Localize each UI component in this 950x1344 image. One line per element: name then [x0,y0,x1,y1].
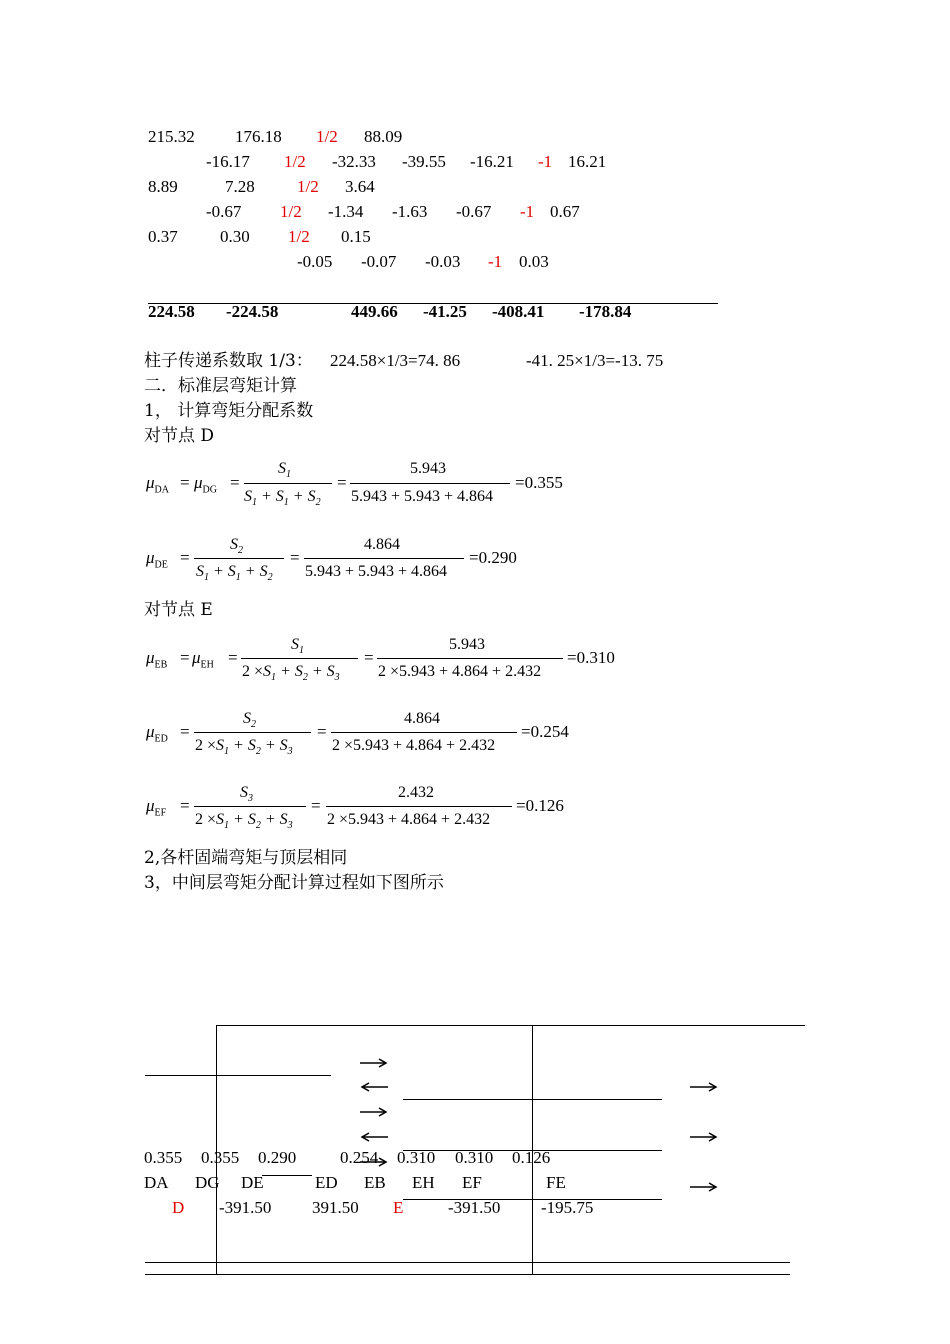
fixed-end-moment: -391.50 [219,1198,272,1217]
table-cell: -1 [488,252,503,271]
table-cell: -39.55 [402,152,446,171]
fraction-bar [194,806,306,807]
table-cell: -16.17 [206,152,250,171]
table-cell: 88.09 [364,127,403,146]
step-heading: 1， 计算弯矩分配系数 [144,401,314,421]
equals-sign: = [337,473,347,492]
node-e-label: E [393,1198,404,1217]
fraction-denominator: 5.943 + 5.943 + 4.864 [351,488,494,505]
member-label: DE [241,1173,264,1192]
equals-sign: = [317,722,327,741]
result-value: =0.355 [515,473,563,492]
table-cell: 8.89 [148,177,178,196]
table-cell: 1/2 [280,202,302,221]
factor-value: 0.310 [455,1148,494,1167]
table-cell: -0.67 [456,202,492,221]
result-value: =0.126 [516,796,564,815]
table-cell: 1/2 [297,177,319,196]
fraction-denominator: 2 ×5.943 + 4.864 + 2.432 [332,737,496,754]
calc-one: 224.58×1/3=74. 86 [330,351,461,370]
mu-symbol: $\mu_{ED}$ [146,722,168,745]
equals-sign: = [311,796,321,815]
equals-sign: = [180,548,190,567]
table-cell: -1.63 [392,202,428,221]
table-cell: 0.03 [519,252,549,271]
fraction-bar [326,806,512,807]
table-cell: 7.28 [225,177,255,196]
table-cell: 1/2 [316,127,338,146]
fraction-denominator: $2 \times S_1 + S_2 + S_3$ [242,663,340,684]
fraction-denominator: $S_1 + S_1 + S_2$ [244,488,321,509]
beam-line [262,1175,312,1176]
table-cell: -0.07 [361,252,397,271]
fraction-numerator: 4.864 [404,710,440,727]
fixed-end-moment: -391.50 [448,1198,501,1217]
fraction-denominator: $2 \times S_1 + S_2 + S_3$ [195,811,293,832]
result-value: =0.290 [469,548,517,567]
table-cell: 0.37 [148,227,178,246]
member-label: FE [546,1173,566,1192]
fraction-numerator: 5.943 [449,636,485,653]
fraction-denominator: 5.943 + 5.943 + 4.864 [305,563,448,580]
fraction-numerator: $S_2$ [243,710,256,731]
equals-sign: = [290,548,300,567]
equals-sign: = [180,648,190,667]
table-cell: -0.03 [425,252,461,271]
fixed-end-moment: -195.75 [541,1198,594,1217]
total-cell: -224.58 [226,302,279,321]
table-cell: 0.67 [550,202,580,221]
member-label: EH [412,1173,435,1192]
member-label: EF [462,1173,482,1192]
step-two-text: 2,各杆固端弯矩与顶层相同 [144,848,348,868]
fraction-bar [350,483,510,484]
equals-sign: = [180,796,190,815]
step-three-text: 3，中间层弯矩分配计算过程如下图所示 [144,873,444,893]
fraction-numerator: $S_3$ [240,784,253,805]
table-cell: 0.30 [220,227,250,246]
table-cell: 176.18 [235,127,282,146]
equals-sign: = [228,648,238,667]
fraction-bar [304,558,464,559]
table-cell: 1/2 [288,227,310,246]
table-cell: -16.21 [470,152,514,171]
fraction-bar [244,483,332,484]
fraction-denominator: $2 \times S_1 + S_2 + S_3$ [195,737,293,758]
fraction-denominator: $S_1 + S_1 + S_2$ [196,563,273,584]
mu-symbol: $\mu_{EF}$ [146,796,167,819]
table-cell: 215.32 [148,127,195,146]
fraction-bar [377,658,563,659]
equals-sign: = [230,473,240,492]
arrow-right-icon [360,1058,388,1068]
factor-value: 0.290 [258,1148,297,1167]
beam-line [145,1075,331,1076]
factor-value: 0.126 [512,1148,551,1167]
fraction-numerator: $S_2$ [230,536,243,557]
mu-symbol: $\mu_{DE}$ [146,548,168,571]
table-cell: 1/2 [284,152,306,171]
member-label: ED [315,1173,338,1192]
total-cell: -178.84 [579,302,632,321]
arrow-left-icon [360,1082,388,1092]
mu-symbol: $\mu_{EH}$ [192,648,214,671]
fraction-bar [331,732,517,733]
calc-two: -41. 25×1/3=-13. 75 [526,351,664,370]
section-heading: 二．标准层弯矩计算 [144,376,297,396]
arrow-right-icon [690,1082,718,1092]
factor-value: 0.355 [201,1148,240,1167]
total-cell: 224.58 [148,302,195,321]
factor-value: 0.254 [340,1148,379,1167]
member-label: DG [195,1173,220,1192]
fraction-bar [194,558,284,559]
table-cell: -1 [538,152,553,171]
fixed-end-moment: 391.50 [312,1198,359,1217]
total-cell: -408.41 [492,302,545,321]
member-label: EB [364,1173,386,1192]
table-cell: -0.67 [206,202,242,221]
factor-value: 0.310 [397,1148,436,1167]
result-value: =0.310 [567,648,615,667]
table-cell: 3.64 [345,177,375,196]
bottom-rule [145,1274,790,1275]
arrow-right-icon [360,1107,388,1117]
fraction-bar [194,732,311,733]
arrow-left-icon [360,1132,388,1142]
fraction-numerator: 4.864 [364,536,400,553]
equals-sign: = [180,722,190,741]
arrow-right-icon [690,1182,718,1192]
table-cell: -1 [520,202,535,221]
table-cell: -32.33 [332,152,376,171]
column-transfer-note: 柱子传递系数取 1/3： [144,351,313,371]
equals-sign: = [180,473,190,492]
mu-symbol: $\mu_{DG}$ [194,473,217,496]
node-d-heading: 对节点 D [144,426,215,446]
fraction-bar [241,658,358,659]
node-d-label: D [172,1198,185,1217]
bottom-rule [145,1262,790,1263]
total-cell: -41.25 [423,302,467,321]
fraction-numerator: $S_1$ [278,460,291,481]
result-value: =0.254 [521,722,569,741]
table-cell: 0.15 [341,227,371,246]
beam-line [403,1199,662,1200]
fraction-denominator: 2 ×5.943 + 4.864 + 2.432 [327,811,491,828]
frame-top-line [216,1025,805,1026]
table-cell: -1.34 [328,202,364,221]
node-e-heading: 对节点 E [144,600,213,620]
total-cell: 449.66 [351,302,398,321]
table-cell: 16.21 [568,152,607,171]
mu-symbol: $\mu_{EB}$ [146,648,168,671]
member-label: DA [144,1173,169,1192]
fraction-numerator: 5.943 [410,460,446,477]
fraction-numerator: 2.432 [398,784,434,801]
mu-symbol: $\mu_{DA}$ [146,473,169,496]
beam-line [403,1099,662,1100]
equals-sign: = [364,648,374,667]
factor-value: 0.355 [144,1148,183,1167]
fraction-denominator: 2 ×5.943 + 4.864 + 2.432 [378,663,542,680]
arrow-right-icon [690,1132,718,1142]
fraction-numerator: $S_1$ [291,636,304,657]
table-cell: -0.05 [297,252,333,271]
